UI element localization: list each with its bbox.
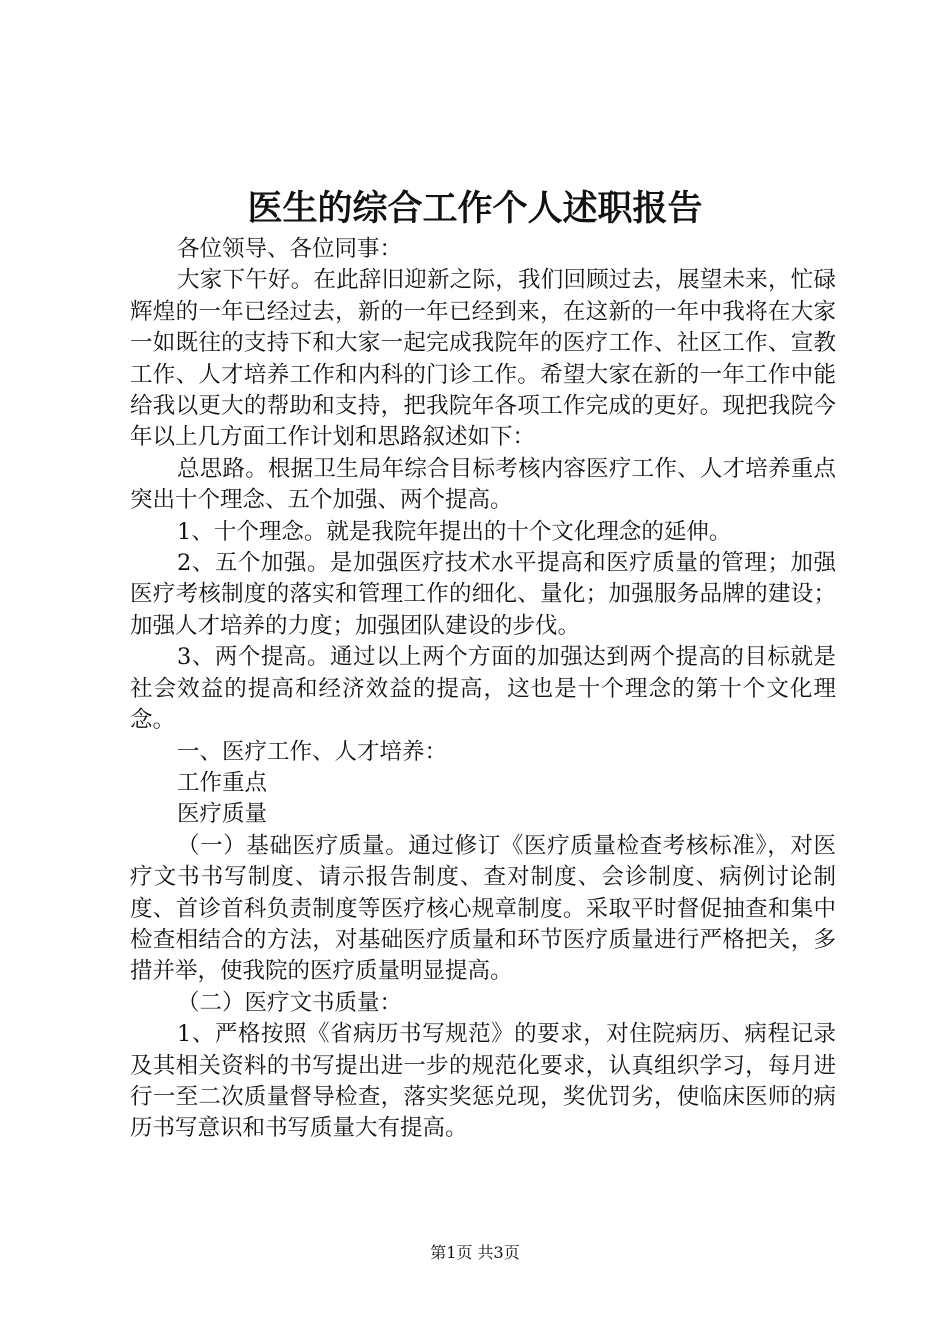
paragraph-five-strengthenings: 2、五个加强。是加强医疗技术水平提高和医疗质量的管理；加强医疗考核制度的落实和管理工作的细化、量化；加强服务品牌的建设；加强人才培养的力度；加强团队建设的步伐。	[130, 550, 836, 639]
paragraph-salutation: 各位领导、各位同事：	[177, 236, 403, 262]
page-footer: 第1页 共3页	[430, 1243, 520, 1262]
paragraph-overall-approach: 总思路。根据卫生局年综合目标考核内容医疗工作、人才培养重点突出十个理念、五个加强、两个提高。	[130, 455, 836, 514]
subheading-document-quality: （二）医疗文书质量：	[177, 989, 403, 1016]
paragraph-ten-concepts: 1、十个理念。就是我院年提出的十个文化理念的延伸。	[177, 518, 732, 545]
document-title: 医生的综合工作个人述职报告	[247, 188, 703, 229]
paragraph-two-improvements: 3、两个提高。通过以上两个方面的加强达到两个提高的目标就是社会效益的提高和经济效益的提高，这也是十个理念的第十个文化理念。	[130, 644, 836, 734]
paragraph-intro: 大家下午好。在此辞旧迎新之际，我们回顾过去，展望未来，忙碌辉煌的一年已经过去，新的一年已经到来，在这新的一年中我将在大家一如既往的支持下和大家一起完成我院年的医疗工作、社区工作、宣教工作、人才培养工作和内科的门诊工作。希望大家在新的一年工作中能给我以更大的帮助和支持，把我院年各项工作完成的更好。现把我院今年以上几方面工作计划和思路叙述如下：	[130, 267, 836, 451]
section-heading-medical-work: 一、医疗工作、人才培养：	[177, 738, 448, 765]
paragraph-record-standards: 1、严格按照《省病历书写规范》的要求，对住院病历、病程记录及其相关资料的书写提出进一步的规范化要求，认真组织学习，每月进行一至二次质量督导检查，落实奖惩兑现，奖优罚劣，使临床医师的病历书写意识和书写质量大有提高。	[130, 1021, 836, 1142]
subheading-medical-quality: 医疗质量	[177, 801, 268, 828]
subheading-work-focus: 工作重点	[177, 769, 268, 796]
paragraph-basic-quality: （一）基础医疗质量。通过修订《医疗质量检查考核标准》，对医疗文书书写制度、请示报告制度、查对制度、会诊制度、病例讨论制度、首诊首科负责制度等医疗核心规章制度。采取平时督促抽查和集中检查相结合的方法，对基础医疗质量和环节医疗质量进行严格把关，多措并举，使我院的医疗质量明显提高。	[130, 832, 836, 985]
document-body	[130, 234, 836, 1145]
